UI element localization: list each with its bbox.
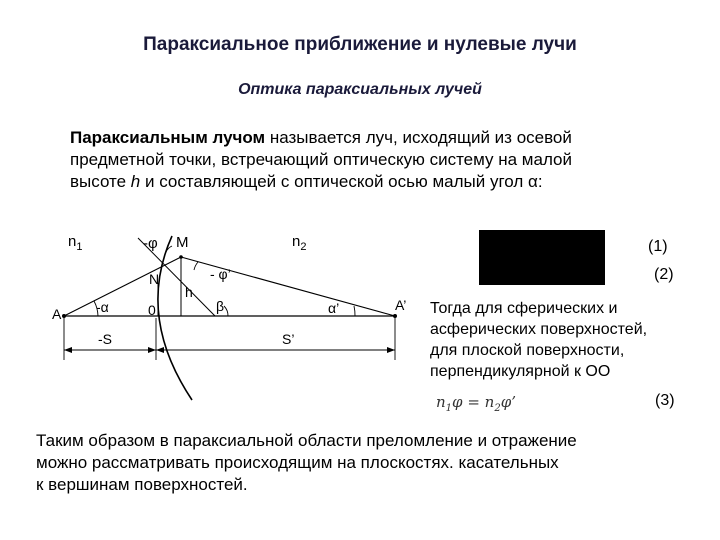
label-h: h <box>185 284 193 300</box>
conclusion-paragraph <box>36 430 716 496</box>
side-text-line-2: асферических поверхностей, <box>430 321 648 338</box>
side-text <box>430 298 647 382</box>
arrow-left <box>64 347 72 353</box>
label-minus-s: -S <box>98 331 112 347</box>
angle-arc-beta <box>224 306 228 316</box>
label-a: A <box>52 306 62 322</box>
equation-number-1: (1) <box>648 238 668 255</box>
equation-number-2: (2) <box>654 266 674 283</box>
arrow-vertex-right <box>156 347 164 353</box>
label-m: M <box>176 234 189 251</box>
equation-number-3: (3) <box>655 392 675 409</box>
page-title: Параксиальное приближение и нулевые лучи <box>143 34 577 55</box>
label-zero: 0 <box>148 302 156 318</box>
conclusion-line-2: можно рассматривать происходящим на плоскостях. касательных <box>36 453 559 472</box>
label-a-prime: A’ <box>395 297 407 313</box>
arrow-vertex-left <box>148 347 156 353</box>
label-minus-alpha: -α <box>96 299 109 315</box>
label-alpha-prime: α’ <box>328 300 340 316</box>
side-text-line-1: Тогда для сферических и <box>430 300 618 317</box>
label-beta: β <box>216 298 225 314</box>
formula-3: $n_1\varphi = n_2\varphi$’ <box>436 393 516 414</box>
definition-line-3-post: и составляющей с оптической осью малый угол α: <box>140 172 543 191</box>
angle-arc-alpha-prime <box>354 306 355 316</box>
angle-arc-phi-prime <box>194 262 198 270</box>
definition-line-3-pre: высоте <box>70 172 131 191</box>
definition-line-2: предметной точки, встречающий оптическую систему на малой <box>70 150 573 169</box>
point-a <box>62 314 66 318</box>
page-subtitle: Оптика параксиальных лучей <box>238 81 482 98</box>
incident-ray <box>64 257 181 316</box>
label-minus-phi-prime: - φ’ <box>210 266 231 282</box>
side-text-line-4: перпендикулярной к OO <box>430 363 611 380</box>
definition-term: Параксиальным лучом <box>70 128 266 147</box>
label-s-prime: S’ <box>282 331 295 347</box>
equation-image-1-2 <box>479 230 605 285</box>
label-n: N <box>149 271 160 287</box>
conclusion-line-1: Таким образом в параксиальной области преломление и отражение <box>36 431 577 450</box>
side-text-line-3: для плоской поверхности, <box>430 342 625 359</box>
conclusion-line-3: к вершинам поверхностей. <box>36 475 248 494</box>
label-n1: $n_1$ <box>68 233 83 253</box>
definition-line-1-rest: называется луч, исходящий из осевой <box>265 128 572 147</box>
point-a-prime <box>393 314 397 318</box>
label-minus-phi: -φ <box>143 235 158 252</box>
point-m <box>179 255 183 259</box>
arrow-right <box>387 347 395 353</box>
label-n2: $n_2$ <box>292 233 307 253</box>
definition-height-symbol: h <box>130 172 141 191</box>
